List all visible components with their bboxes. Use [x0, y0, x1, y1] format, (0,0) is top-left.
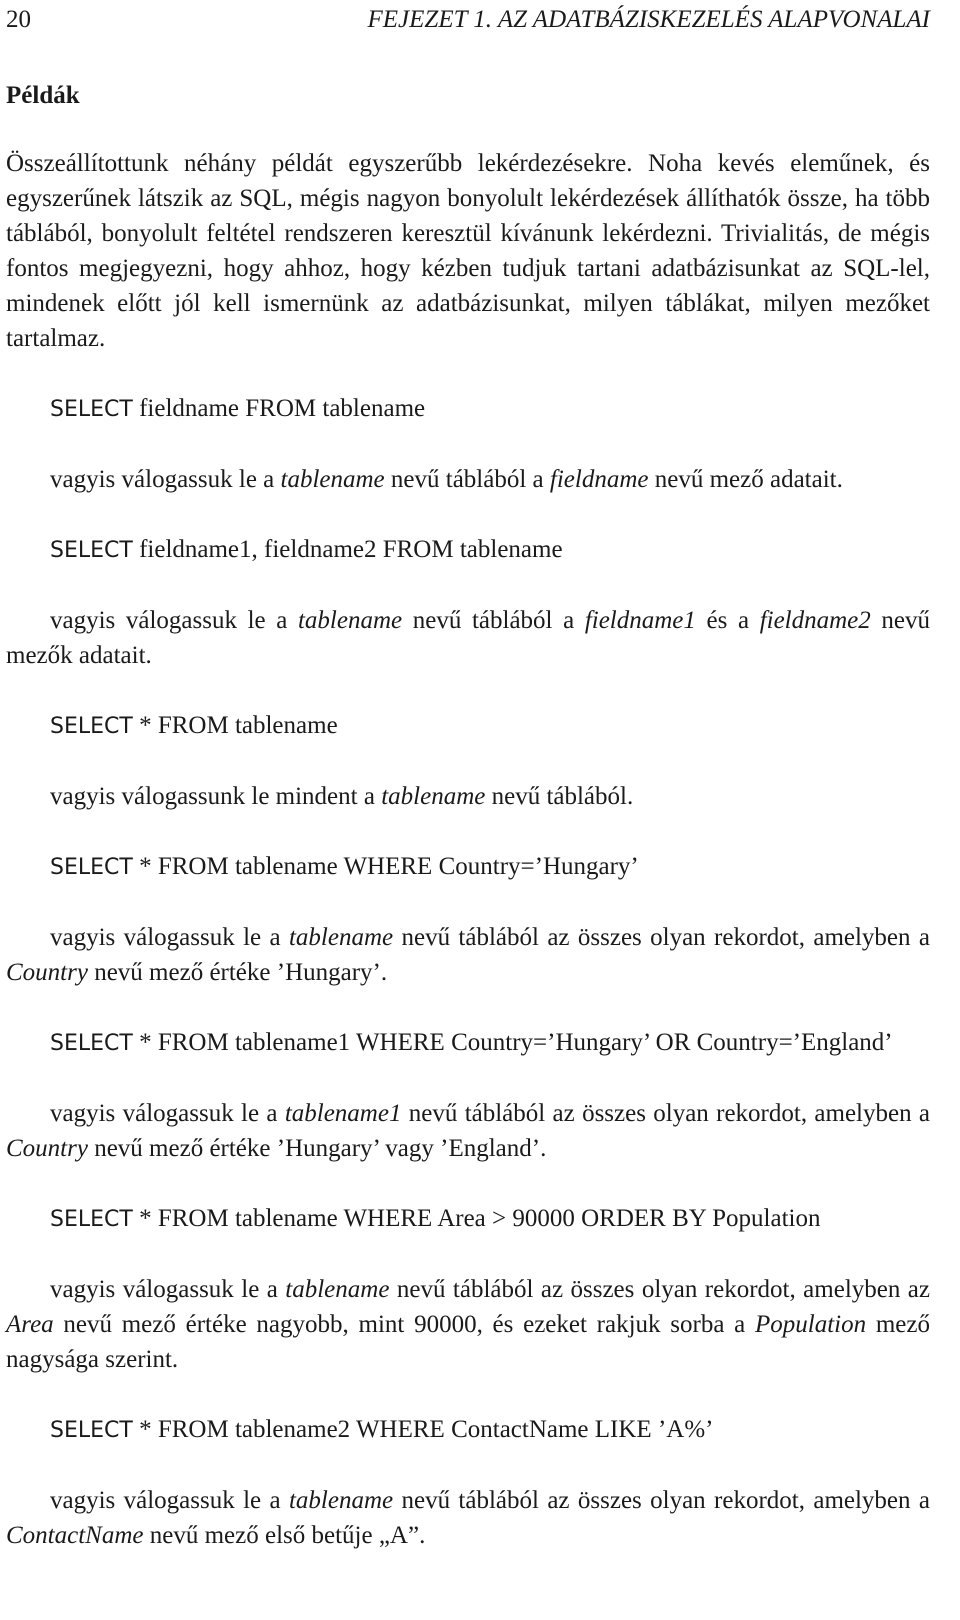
sql-query-text: * FROM tablename: [132, 712, 338, 739]
intro-paragraph: Összeállítottunk néhány példát egyszerűbb lekérdezésekre. Noha kevés eleműnek, és egyszerűnek látszik az SQL, mégis nagyon bonyolult lekérdezések állíthatók össze, ha több táblából, bonyolult feltétel rendszeren keresztül kívánunk lekérdezni. Trivialitás, de mégis fontos megjegyezni, hogy ahhoz, hogy kézben tudjuk tartani adatbázisunkat az SQL-lel, mindenek előtt jól kell ismernünk az adatbázisunkat, milyen táblákat, milyen mezőket tartalmaz.: [6, 150, 930, 352]
description-text: vagyis válogassuk le a: [50, 466, 281, 493]
description-text: nevű mező értéke ’Hungary’ vagy ’England’.: [87, 1135, 547, 1162]
query-description: [6, 779, 930, 814]
description-text: és a: [695, 607, 760, 634]
description-text: nevű táblából az összes olyan rekordot, amelyben a: [393, 1487, 930, 1514]
italic-term: tablename: [288, 924, 394, 951]
sql-query: [6, 708, 930, 744]
italic-term: tablename: [288, 1487, 394, 1514]
description-text: nevű táblából.: [485, 783, 634, 810]
sql-keyword: SELECT: [50, 855, 133, 880]
description-text: vagyis válogassuk le a: [50, 1487, 289, 1514]
query-description: [6, 603, 930, 673]
italic-term: Area: [6, 1311, 54, 1338]
italic-term: tablename: [285, 1276, 390, 1303]
sql-query: [6, 532, 930, 568]
description-text: vagyis válogassunk le mindent a: [50, 783, 382, 810]
description-text: vagyis válogassuk le a: [50, 1276, 286, 1303]
sql-query-text: fieldname1, fieldname2 FROM tablename: [132, 536, 563, 563]
description-text: nevű mező első betűje „A”.: [143, 1522, 426, 1549]
sql-query: [6, 1412, 930, 1448]
description-text: vagyis válogassuk le a: [50, 1100, 285, 1127]
query-description: [6, 1096, 930, 1166]
chapter-title: FEJEZET 1. AZ ADATBÁZISKEZELÉS ALAPVONALAI: [367, 6, 930, 33]
description-text: nevű táblából az összes olyan rekordot, amelyben a: [393, 924, 930, 951]
examples-list: [6, 391, 930, 1553]
sql-query: [6, 391, 930, 427]
sql-query-text: fieldname FROM tablename: [132, 395, 426, 422]
italic-term: fieldname1: [584, 607, 696, 634]
italic-term: tablename: [297, 607, 403, 634]
description-text: vagyis válogassuk le a: [50, 924, 289, 951]
query-description: [6, 920, 930, 990]
italic-term: tablename: [381, 783, 486, 810]
query-description: [6, 1272, 930, 1377]
italic-term: Country: [6, 1135, 88, 1162]
sql-keyword: SELECT: [50, 397, 133, 422]
section-title: Példák: [6, 82, 80, 109]
query-description: [6, 462, 930, 497]
italic-term: Country: [6, 959, 88, 986]
sql-query-text: * FROM tablename WHERE Country=’Hungary’: [132, 853, 639, 880]
italic-term: tablename: [280, 466, 385, 493]
sql-query-text: * FROM tablename WHERE Area > 90000 ORDER BY Population: [132, 1205, 821, 1232]
description-text: nevű mezők adatait.: [6, 607, 930, 669]
description-text: nevű mező értéke nagyobb, mint 90000, és ezeket rakjuk sorba a: [53, 1311, 756, 1338]
sql-query: [6, 1201, 930, 1237]
sql-keyword: SELECT: [50, 1207, 133, 1232]
italic-term: fieldname2: [759, 607, 871, 634]
sql-keyword: SELECT: [50, 1031, 133, 1056]
sql-query-text: * FROM tablename2 WHERE ContactName LIKE ’A%’: [132, 1416, 714, 1443]
description-text: nevű táblából a: [384, 466, 550, 493]
sql-keyword: SELECT: [50, 538, 133, 563]
sql-query-text: * FROM tablename1 WHERE Country=’Hungary’ OR Country=’England’: [132, 1029, 893, 1056]
italic-term: Population: [755, 1311, 867, 1338]
description-text: vagyis válogassuk le a: [50, 607, 298, 634]
description-text: nevű táblából a: [402, 607, 585, 634]
sql-keyword: SELECT: [50, 1418, 133, 1443]
description-text: nevű mező értéke ’Hungary’.: [87, 959, 388, 986]
italic-term: tablename1: [284, 1100, 402, 1127]
description-text: mező nagysága szerint.: [6, 1311, 931, 1373]
description-text: nevű táblából az összes olyan rekordot, amelyben az: [389, 1276, 930, 1303]
description-text: nevű táblából az összes olyan rekordot, amelyben a: [401, 1100, 930, 1127]
italic-term: ContactName: [6, 1522, 144, 1549]
description-text: nevű mező adatait.: [648, 466, 843, 493]
page-header: [6, 0, 930, 38]
sql-keyword: SELECT: [50, 714, 133, 739]
query-description: [6, 1483, 930, 1553]
italic-term: fieldname: [549, 466, 649, 493]
sql-query: [6, 1025, 930, 1061]
sql-query: [6, 849, 930, 885]
page-number: 20: [6, 6, 31, 33]
